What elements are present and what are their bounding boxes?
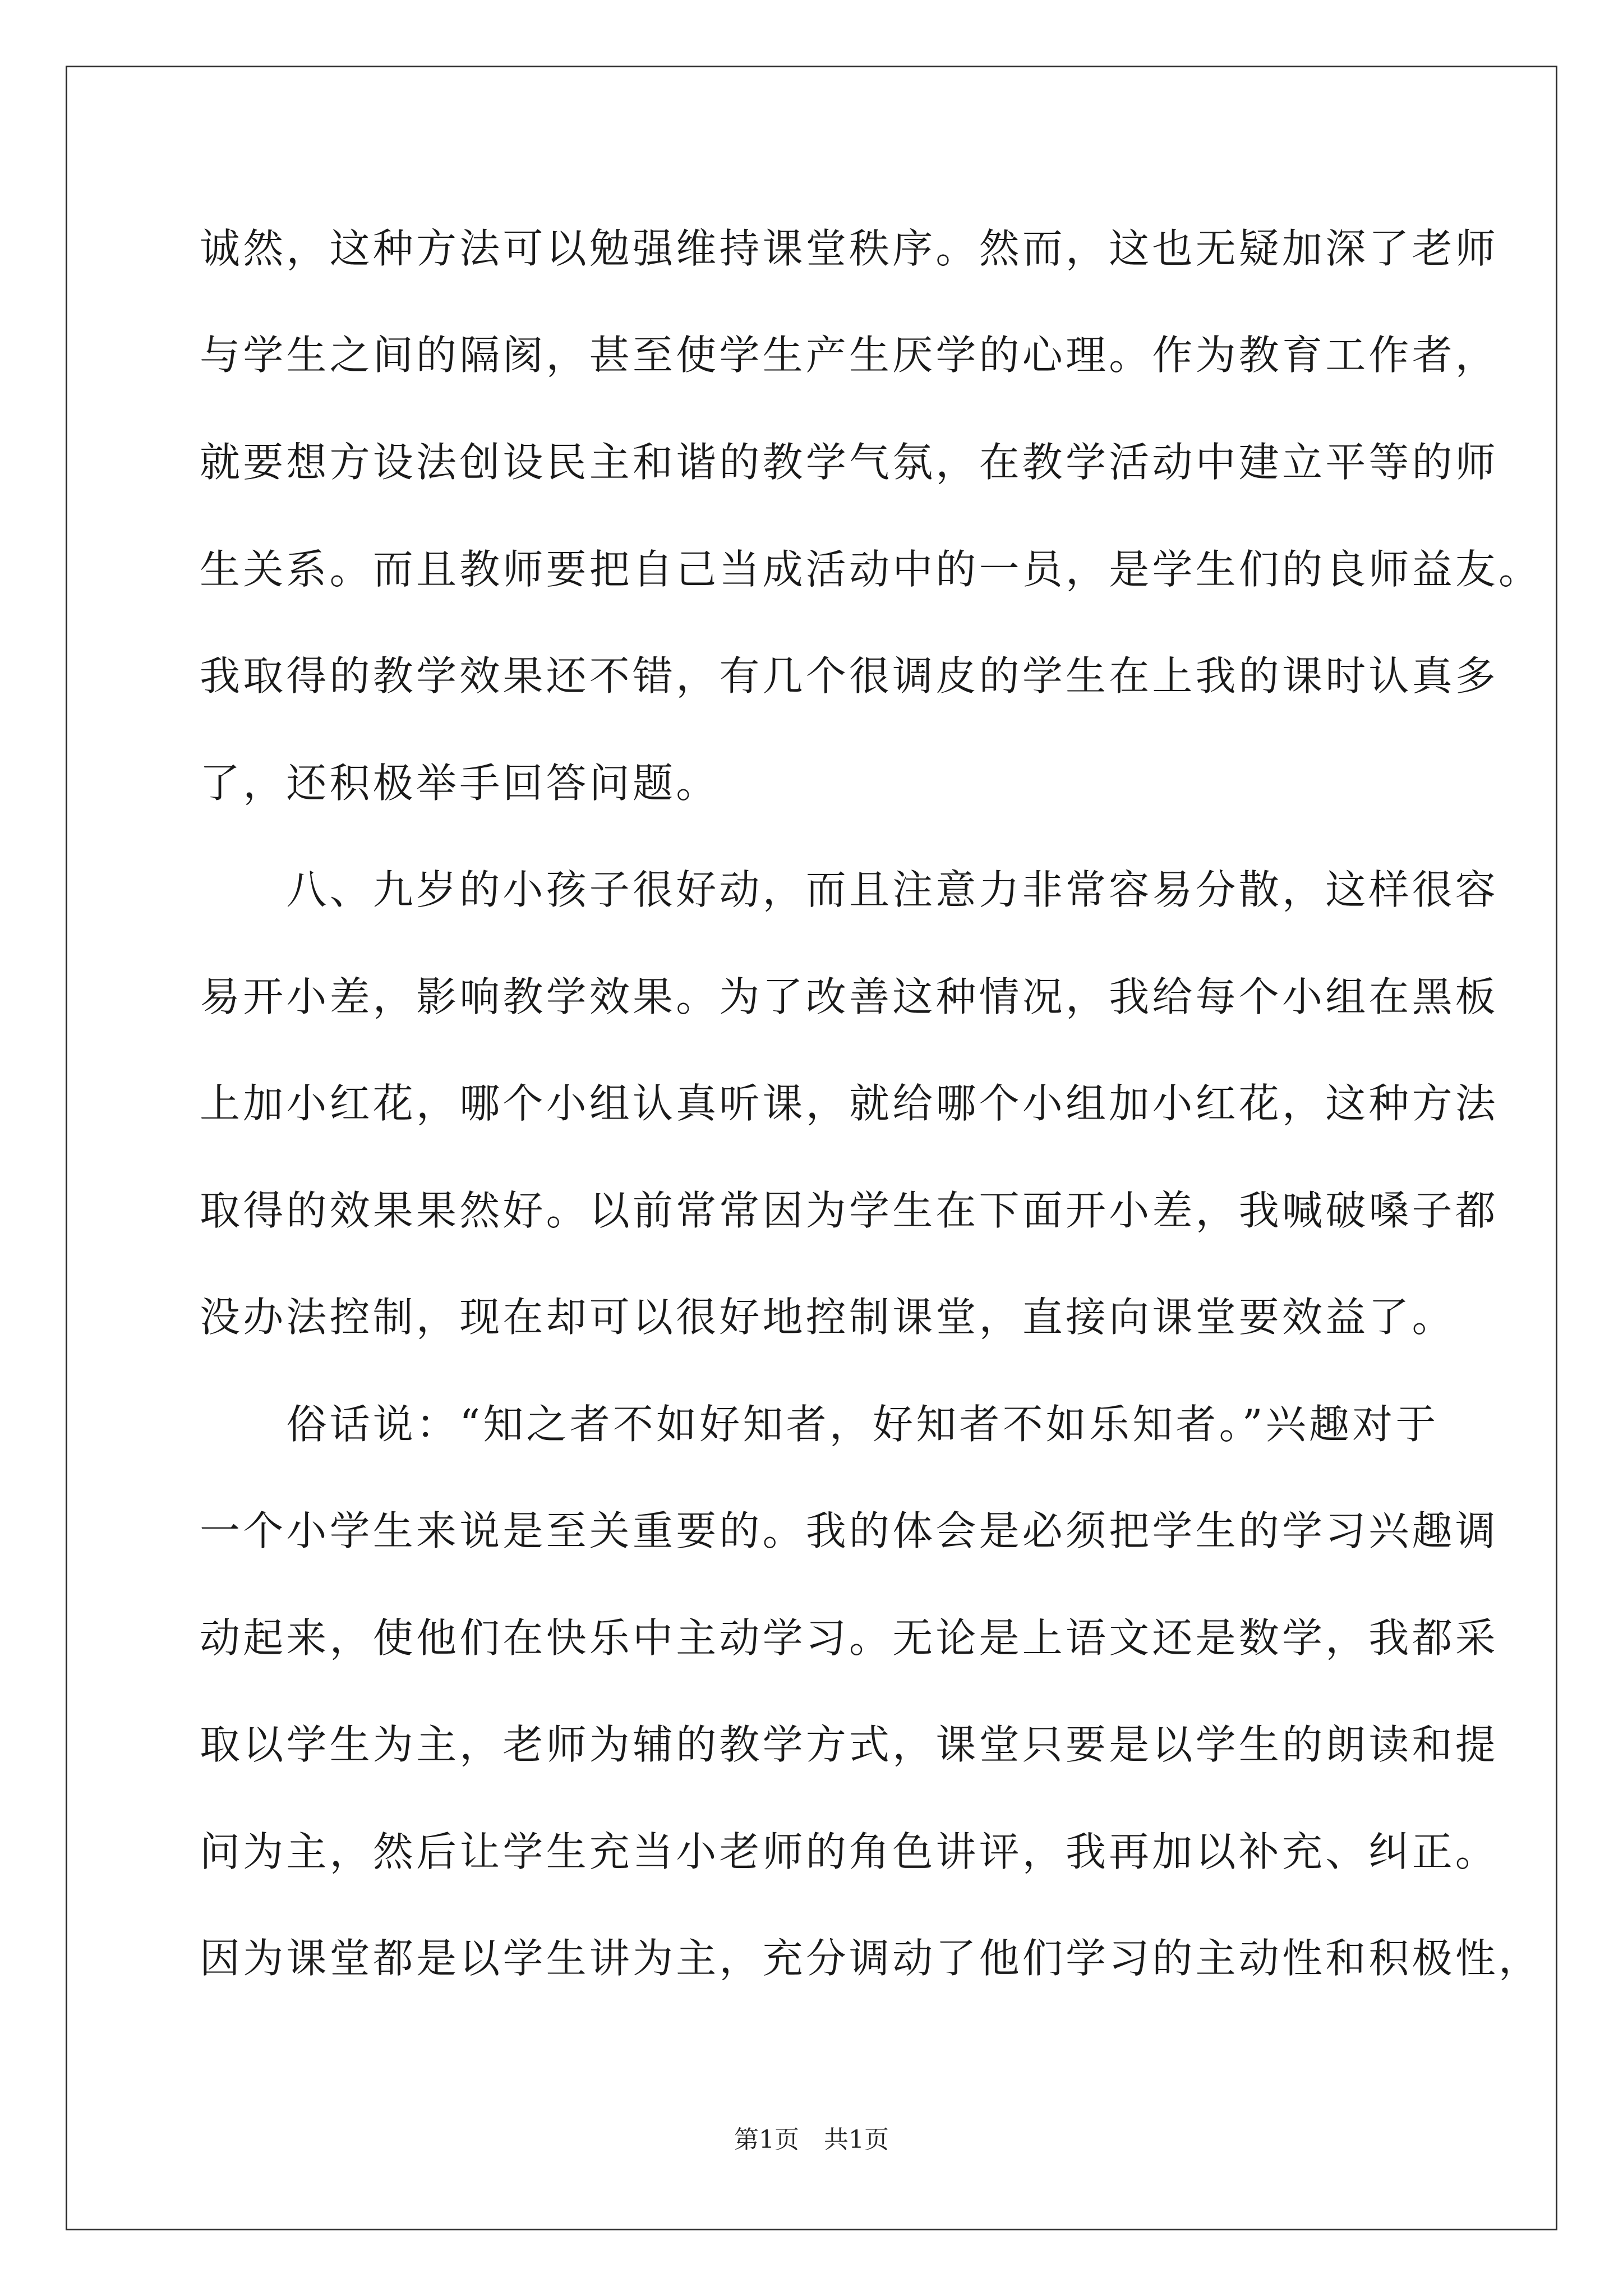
text-line-3: 就要想方设法创设民主和谐的教学气氛，在教学活动中建立平等的师 [200,439,1499,486]
text-line-1: 诚然，这种方法可以勉强维持课堂秩序。然而，这也无疑加深了老师 [200,225,1499,272]
page-border [66,66,1557,2230]
text-line-2: 与学生之间的隔阂，甚至使学生产生厌学的心理。作为教育工作者， [200,332,1499,379]
text-line-4: 生关系。而且教师要把自己当成活动中的一员，是学生们的良师益友。 [200,546,1542,593]
text-line-5: 我取得的教学效果还不错，有几个很调皮的学生在上我的课时认真多 [200,652,1499,700]
page-footer: 第1页 共1页 [734,2125,889,2154]
text-line-8: 易开小差，影响教学效果。为了改善这种情况，我给每个小组在黑板 [200,973,1499,1020]
text-line-13: 一个小学生来说是至关重要的。我的体会是必须把学生的学习兴趣调 [200,1507,1499,1554]
text-line-9: 上加小红花，哪个小组认真听课，就给哪个小组加小红花，这种方法 [200,1080,1499,1127]
text-line-17: 因为课堂都是以学生讲为主，充分调动了他们学习的主动性和积极性， [200,1935,1542,1982]
text-line-11: 没办法控制，现在却可以很好地控制课堂，直接向课堂要效益了。 [200,1294,1455,1341]
text-line-7: 八、九岁的小孩子很好动，而且注意力非常容易分散，这样很容 [200,866,1499,913]
text-line-10: 取得的效果果然好。以前常常因为学生在下面开小差，我喊破嗓子都 [200,1187,1499,1234]
text-line-6: 了，还积极举手回答问题。 [200,760,720,807]
text-line-16: 问为主，然后让学生充当小老师的角色讲评，我再加以补充、纠正。 [200,1828,1499,1875]
text-line-12: 俗话说：“知之者不如好知者，好知者不如乐知者。”兴趣对于 [200,1401,1439,1448]
text-line-14: 动起来，使他们在快乐中主动学习。无论是上语文还是数学，我都采 [200,1614,1499,1662]
text-line-15: 取以学生为主，老师为辅的教学方式，课堂只要是以学生的朗读和提 [200,1721,1499,1768]
